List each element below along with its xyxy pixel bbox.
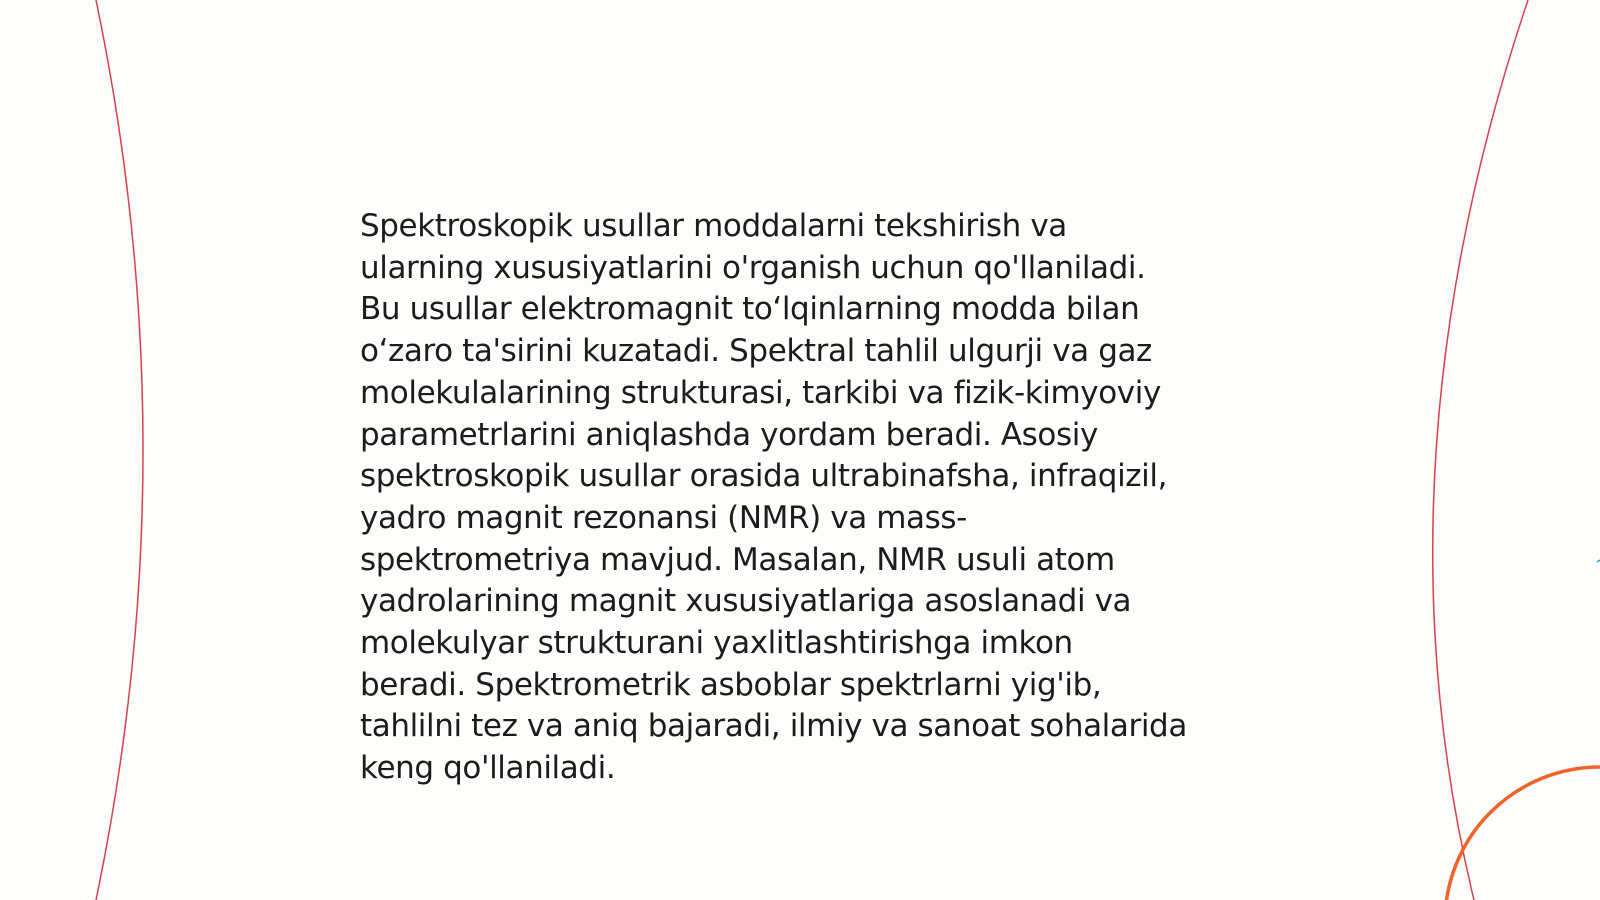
orange-decorative-circle <box>1445 767 1600 900</box>
body-paragraph <box>360 206 1260 790</box>
text-line: molekulyar strukturani yaxlitlashtirishga imkon <box>360 625 1073 662</box>
left-decorative-curve <box>96 0 143 900</box>
text-line: spektroskopik usullar orasida ultrabinafsha, infraqizil, <box>360 458 1168 495</box>
text-line: beradi. Spektrometrik asboblar spektrlarni yig'ib, <box>360 666 1102 703</box>
text-line: Spektroskopik usullar moddalarni tekshirish va <box>360 208 1067 244</box>
text-line: o‘zaro ta'sirini kuzatadi. Spektral tahlil ulgurji va gaz <box>360 333 1152 370</box>
text-line: Bu usullar elektromagnit to‘lqinlarning modda bilan <box>360 291 1140 328</box>
text-line: tahlilni tez va aniq bajaradi, ilmiy va sanoat sohalarida <box>360 708 1187 745</box>
text-line: molekulalarining strukturasi, tarkibi va fizik-kimyoviy <box>360 374 1161 411</box>
text-line: parametrlarini aniqlashda yordam beradi. Asosiy <box>360 416 1098 453</box>
text-line: keng qo'llaniladi. <box>360 750 616 787</box>
text-line: ularning xususiyatlarini o'rganish uchun qo'llaniladi. <box>360 249 1146 286</box>
text-line: yadro magnit rezonansi (NMR) va mass- <box>360 499 967 536</box>
text-line: yadrolarining magnit xususiyatlariga asoslanadi va <box>360 583 1132 620</box>
right-decorative-curve <box>1433 0 1528 900</box>
text-line: spektrometriya mavjud. Masalan, NMR usuli atom <box>360 541 1115 578</box>
